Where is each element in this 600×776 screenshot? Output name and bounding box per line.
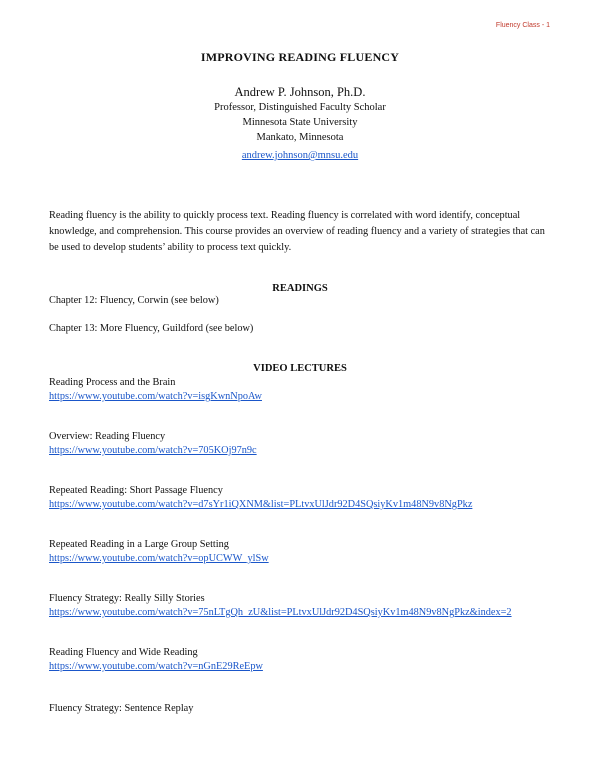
video-link[interactable]: https://www.youtube.com/watch?v=75nLTgQh_zU&list=PLtvxUlJdr92D4SQsiyKv1m48N9v8NgPkz&index=2 <box>49 607 512 618</box>
video-link[interactable]: https://www.youtube.com/watch?v=opUCWW_ylSw <box>49 553 269 564</box>
video-title: Fluency Strategy: Sentence Replay <box>49 703 194 714</box>
author-university: Minnesota State University <box>242 117 358 128</box>
video-title: Repeated Reading in a Large Group Setting <box>49 539 229 550</box>
video-link[interactable]: https://www.youtube.com/watch?v=d7sYr1iQXNM&list=PLtvxUlJdr92D4SQsiyKv1m48N9v8NgPkz <box>49 499 473 510</box>
video-entry <box>49 592 559 620</box>
video-title: Reading Fluency and Wide Reading <box>49 647 198 658</box>
author-block <box>0 84 600 163</box>
video-link[interactable]: https://www.youtube.com/watch?v=isgKwnNpoAw <box>49 391 262 402</box>
video-lectures-heading: VIDEO LECTURES <box>253 363 347 374</box>
video-entry <box>49 484 559 512</box>
author-position: Professor, Distinguished Faculty Scholar <box>214 102 386 113</box>
page-title: IMPROVING READING FLUENCY <box>200 50 400 64</box>
video-title: Reading Process and the Brain <box>49 377 176 388</box>
author-location: Mankato, Minnesota <box>256 132 344 143</box>
readings-heading: READINGS <box>272 283 328 294</box>
video-title: Fluency Strategy: Really Silly Stories <box>49 593 205 604</box>
page-header-tag: Fluency Class - 1 <box>495 22 550 29</box>
video-entry <box>49 646 559 674</box>
video-title: Repeated Reading: Short Passage Fluency <box>49 485 223 496</box>
author-email-link[interactable]: andrew.johnson@mnsu.edu <box>241 150 359 161</box>
author-name: Andrew P. Johnson, Ph.D. <box>234 85 366 99</box>
reading-item: Chapter 12: Fluency, Corwin (see below) <box>49 295 219 306</box>
video-entry <box>49 376 559 404</box>
reading-item: Chapter 13: More Fluency, Guildford (see below) <box>49 323 254 334</box>
video-entry <box>49 702 559 716</box>
video-title: Overview: Reading Fluency <box>49 431 166 442</box>
video-link[interactable]: https://www.youtube.com/watch?v=nGnE29ReEpw <box>49 661 263 672</box>
video-entry <box>49 430 559 458</box>
video-link[interactable]: https://www.youtube.com/watch?v=705KOj97n9c <box>49 445 257 456</box>
video-entry <box>49 538 559 566</box>
course-intro: Reading fluency is the ability to quickly process text. Reading fluency is correlated with word identify, conceptual knowledge, and comprehension. This course provides an overview of reading fluency and a variety of strategies that can be used to develop students’ ability to process text quickly. <box>49 210 545 253</box>
